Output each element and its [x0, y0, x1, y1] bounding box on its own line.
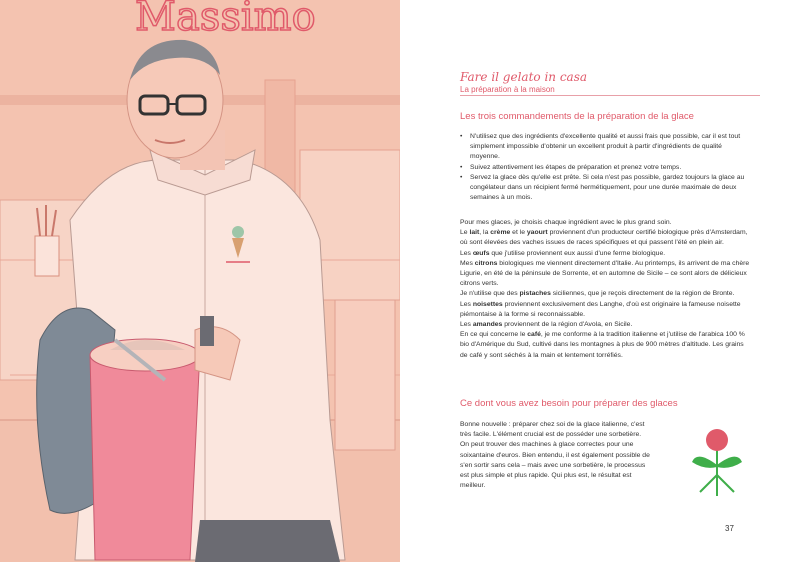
- page-number: 37: [725, 524, 734, 533]
- section-heading-equipment: Ce dont vous avez besoin pour préparer des glaces: [460, 398, 678, 409]
- commandments-list: [460, 132, 750, 203]
- list-item: • N'utilisez que des ingrédients d'excellente qualité et aussi frais que possible, car il est tout simplement impossible d'obtenir un excellent produit à partir d'ingrédients de qualité moyenne.: [460, 132, 750, 163]
- paragraph-dairy: Le lait, la crème et le yaourt proviennent d'un producteur certifié biologique près d'Amsterdam, où sont élevées des vaches issues de races spécifiques et qui passent l'été en plein air.: [460, 229, 748, 247]
- list-item: • Suivez attentivement les étapes de préparation et prenez votre temps.: [460, 163, 750, 173]
- text-page: [400, 0, 800, 562]
- shop-sign: Massimo: [135, 0, 316, 40]
- paragraph-hazelnuts: Les noisettes proviennent exclusivement des Langhe, d'où est originaire la fameuse noisette piémontaise à la forme si reconnaissable.: [460, 300, 741, 318]
- paragraph-intro: Pour mes glaces, je choisis chaque ingrédient avec le plus grand soin.: [460, 219, 672, 226]
- ingredients-text: [460, 218, 750, 361]
- paragraph-eggs: Les œufs que j'utilise proviennent eux aussi d'une ferme biologique.: [460, 249, 666, 257]
- list-item: • Servez la glace dès qu'elle est prête. Si cela n'est pas possible, gardez toujours la glace au congélateur dans un récipient fermé hermétiquement, pour une durée maximale de deux semaines à un mois.: [460, 173, 750, 204]
- section-heading-commandments: Les trois commandements de la préparation de la glace: [460, 111, 694, 122]
- page-header-subtitle: La préparation à la maison: [460, 85, 555, 94]
- paragraph-pistachios: Je n'utilise que des pistaches siciliennes, que je reçois directement de la région de Bronte.: [460, 290, 735, 298]
- header-divider: [460, 95, 760, 96]
- page-header-title: Fare il gelato in casa: [460, 70, 588, 84]
- paragraph-lemons: Mes citrons biologiques me viennent directement d'Italie. Au printemps, ils arrivent de ma chère Ligurie, en été de la péninsule de Sorrente, et en automne de Sicile – ce sont alors de délicieux citrons verts.: [460, 259, 750, 288]
- paragraph-almonds: Les amandes proviennent de la région d'Avola, en Sicile.: [460, 321, 633, 329]
- paragraph-coffee: En ce qui concerne le café, je me conforme à la tradition italienne et j'utilise de l'arabica 100 % bio d'Amérique du Sud, cultivé dans les montagnes à plus de 900 mètres d'altitude. Les grains de café y sont séchés à la main et lentement torréfiés.: [460, 331, 745, 359]
- flower-icon: [682, 420, 752, 500]
- equipment-paragraph: Bonne nouvelle : préparer chez soi de la glace italienne, c'est très facile. L'élément crucial est de posséder une sorbetière. On peut trouver des machines à glace correctes pour une soixantaine d'euros. Bien entendu, il est également possible de s'en sortir sans cela – mais avec une sorbetière, le processus est plus simple et plus rapide. Qui plus est, le résultat est meilleur.: [460, 421, 650, 490]
